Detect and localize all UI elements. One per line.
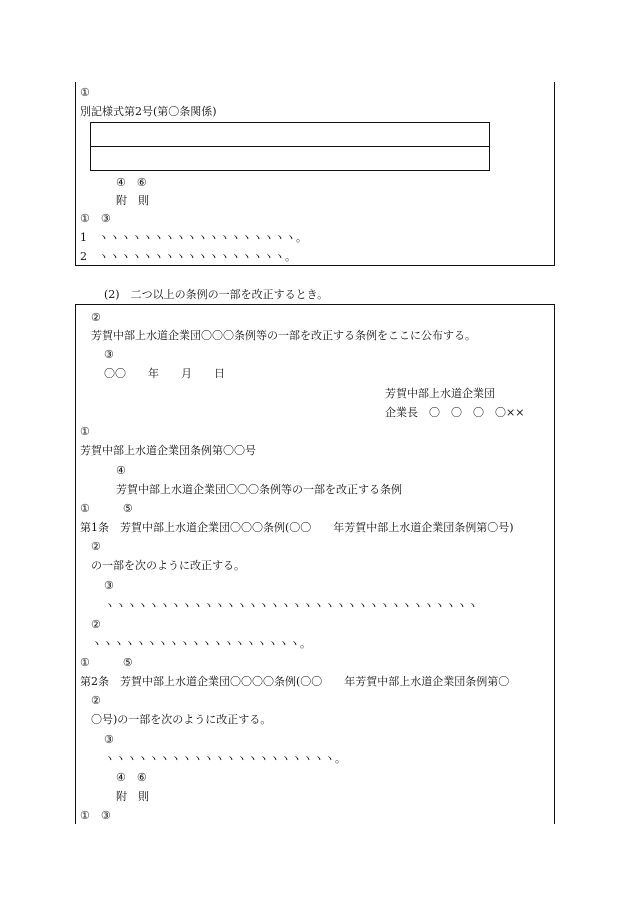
marker-1-5-i: ① ⑤ xyxy=(80,656,133,669)
dots-mid: ヽヽヽヽヽヽヽヽヽヽヽヽヽヽヽヽヽヽヽ。 xyxy=(91,637,311,650)
upper-markers-4-6: ④ ⑥ xyxy=(116,176,147,189)
upper-appendix-heading: 附 則 xyxy=(116,194,149,207)
upper-box-right-border xyxy=(554,82,555,266)
lower-box-left-border xyxy=(75,304,76,824)
upper-item-1: 1 ヽヽヽヽヽヽヽヽヽヽヽヽヽヽヽヽヽヽ。 xyxy=(80,231,307,244)
article-1-continuation: の一部を次のように改正する。 xyxy=(91,559,245,572)
marker-4-d: ④ xyxy=(116,464,126,477)
marker-1-3-m: ① ③ xyxy=(80,809,111,822)
form-table-row-1 xyxy=(90,122,490,147)
marker-3-k: ③ xyxy=(104,733,114,746)
upper-box-left-border xyxy=(75,82,76,266)
organization-name: 芳賀中部上水道企業団 xyxy=(385,387,495,400)
signer-line: 企業長 〇 〇 〇 〇×× xyxy=(385,406,525,419)
marker-2-h: ② xyxy=(91,618,101,631)
marker-1-c: ① xyxy=(80,425,90,438)
dots-short: ヽヽヽヽヽヽヽヽヽヽヽヽヽヽヽヽヽヽヽヽヽ。 xyxy=(104,752,346,765)
ordinance-number: 芳賀中部上水道企業団条例第〇〇号 xyxy=(80,444,256,457)
ordinance-title: 芳賀中部上水道企業団〇〇〇条例等の一部を改正する条例 xyxy=(116,483,402,496)
marker-1-5-e: ① ⑤ xyxy=(80,502,133,515)
marker-4-6-l: ④ ⑥ xyxy=(116,771,147,784)
form-label: 別記様式第2号(第〇条関係) xyxy=(80,105,217,118)
marker-3-b: ③ xyxy=(104,348,114,361)
upper-item-2: 2 ヽヽヽヽヽヽヽヽヽヽヽヽヽヽヽヽヽ。 xyxy=(80,250,296,263)
marker-2-f: ② xyxy=(91,540,101,553)
marker-2-a: ② xyxy=(91,311,101,324)
upper-markers-1-3: ① ③ xyxy=(80,212,111,225)
article-1-line: 第1条 芳賀中部上水道企業団〇〇〇条例(〇〇 年芳賀中部上水道企業団条例第〇号) xyxy=(80,521,514,534)
lower-appendix-heading: 附 則 xyxy=(116,790,149,803)
marker-2-j: ② xyxy=(91,694,101,707)
upper-marker-1: ① xyxy=(80,86,90,99)
section-heading: (2) 二つ以上の条例の一部を改正するとき。 xyxy=(104,288,329,301)
marker-3-g: ③ xyxy=(104,579,114,592)
lower-box-right-border xyxy=(554,304,555,824)
article-2-continuation: 〇号)の一部を次のように改正する。 xyxy=(91,713,272,726)
form-table-row-2 xyxy=(90,146,490,171)
dots-long: ヽヽヽヽヽヽヽヽヽヽヽヽヽヽヽヽヽヽヽヽヽヽヽヽヽヽヽヽヽヽヽヽヽヽ xyxy=(104,599,478,612)
upper-box-bottom-border xyxy=(75,265,555,266)
article-2-line: 第2条 芳賀中部上水道企業団〇〇〇〇条例(〇〇 年芳賀中部上水道企業団条例第〇 xyxy=(80,675,510,688)
lower-box-top-border xyxy=(75,304,555,305)
promulgation-date: 〇〇 年 月 日 xyxy=(104,367,225,380)
promulgation-sentence: 芳賀中部上水道企業団〇〇〇条例等の一部を改正する条例をここに公布する。 xyxy=(91,329,476,342)
